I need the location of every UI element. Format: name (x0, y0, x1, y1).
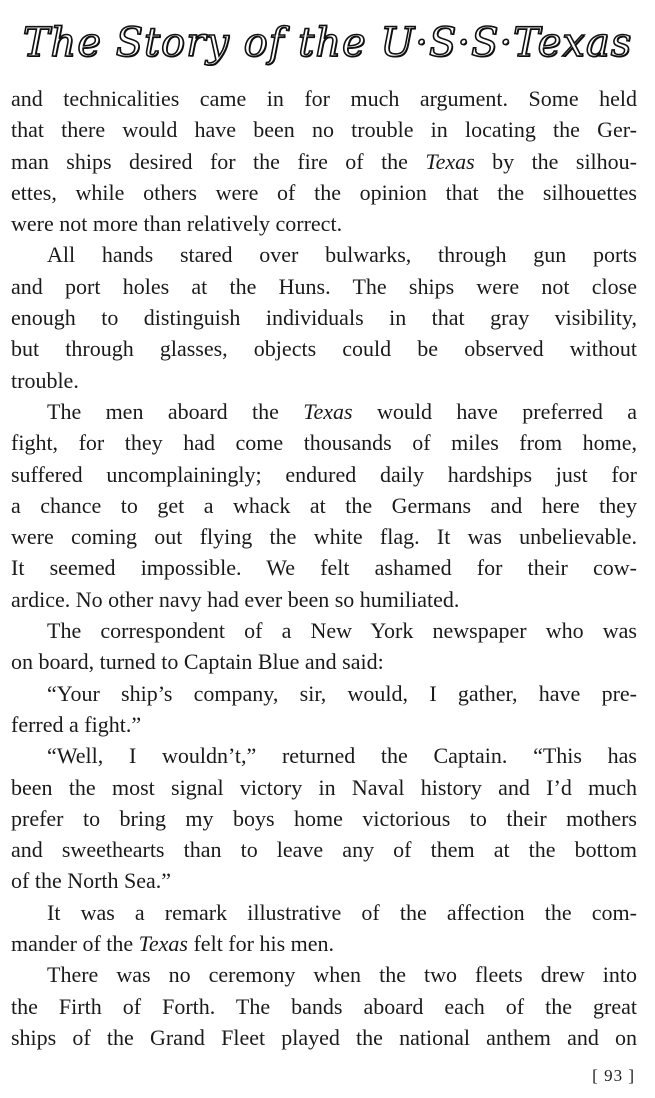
line-text: The correspondent of a New York newspaper who was (47, 618, 637, 644)
line-text: “Your ship’s company, sir, would, I gather, have pre- (47, 680, 637, 706)
text-line (11, 959, 637, 990)
text-line (11, 83, 637, 114)
line-text: trouble. (11, 367, 79, 393)
text-line (11, 678, 637, 709)
line-text-continued: felt for his men. (187, 931, 335, 957)
line-text: the Firth of Forth. The bands aboard each of the great (11, 993, 637, 1019)
text-line (11, 772, 637, 803)
page-number: [ 93 ] (592, 1066, 635, 1085)
text-line (11, 271, 637, 302)
line-text: “Well, I wouldn’t,” returned the Captain. “This has (47, 743, 637, 769)
line-text: that there would have been no trouble in locating the Ger- (11, 117, 637, 143)
line-text: a chance to get a whack at the Germans and here they (11, 492, 637, 518)
line-text: but through glasses, objects could be observed without (11, 336, 637, 362)
body-text (11, 83, 637, 1053)
line-text: on board, turned to Captain Blue and said: (11, 649, 384, 675)
line-text: There was no ceremony when the two fleets drew into (47, 962, 637, 988)
line-text: It was a remark illustrative of the affection the com- (47, 899, 637, 925)
text-line (11, 459, 637, 490)
text-line (11, 177, 637, 208)
line-text: man ships desired for the fire of the (11, 148, 426, 174)
line-text: ettes, while others were of the opinion that the silhouettes (11, 179, 637, 205)
line-text: ardice. No other navy had ever been so humiliated. (11, 586, 460, 612)
text-line (11, 365, 637, 396)
text-line (11, 333, 637, 364)
line-text: prefer to bring my boys home victorious to their mothers (11, 805, 637, 831)
line-text: been the most signal victory in Naval history and I’d much (11, 774, 637, 800)
text-line (11, 490, 637, 521)
line-text: ferred a fight.” (11, 711, 142, 737)
text-line (11, 834, 637, 865)
line-text: and technicalities came in for much argument. Some held (11, 86, 637, 111)
text-line (11, 552, 637, 583)
text-line (11, 897, 637, 928)
text-line (11, 740, 637, 771)
text-line (11, 239, 637, 270)
text-line (11, 302, 637, 333)
page-header (0, 14, 655, 72)
text-line (11, 1022, 637, 1053)
text-line (11, 646, 637, 677)
text-line (11, 803, 637, 834)
line-text: ships of the Grand Fleet played the national anthem and on (11, 1024, 637, 1050)
line-text: The men aboard the (47, 398, 304, 424)
line-text: mander of the (11, 931, 139, 957)
line-text: enough to distinguish individuals in that gray visibility, (11, 305, 637, 331)
line-text-continued: would have preferred a (352, 398, 637, 424)
line-text-continued: by the silhou- (474, 148, 637, 174)
ship-name-italic: Texas (303, 398, 353, 424)
line-text: All hands stared over bulwarks, through gun ports (47, 242, 637, 268)
line-text: were coming out flying the white flag. It was unbelievable. (11, 524, 637, 550)
text-line (11, 396, 637, 427)
text-line (11, 427, 637, 458)
text-line (11, 615, 637, 646)
line-text: and port holes at the Huns. The ships were not close (11, 273, 637, 299)
text-line (11, 208, 637, 239)
text-line (11, 114, 637, 145)
text-line (11, 991, 637, 1022)
text-line (11, 584, 637, 615)
line-text: fight, for they had come thousands of miles from home, (11, 430, 637, 456)
running-title: The Story of the U·S·S·Texas (22, 20, 633, 66)
line-text: suffered uncomplainingly; endured daily hardships just for (11, 461, 637, 487)
ship-name-italic: Texas (138, 931, 188, 957)
text-line (11, 521, 637, 552)
line-text: and sweethearts than to leave any of them at the bottom (11, 837, 637, 863)
text-line (11, 865, 637, 896)
line-text: It seemed impossible. We felt ashamed for their cow- (11, 555, 637, 581)
line-text: were not more than relatively correct. (11, 211, 343, 237)
text-line (11, 709, 637, 740)
ship-name-italic: Texas (425, 148, 475, 174)
text-line (11, 928, 637, 959)
text-line (11, 146, 637, 177)
line-text: of the North Sea.” (11, 868, 172, 894)
